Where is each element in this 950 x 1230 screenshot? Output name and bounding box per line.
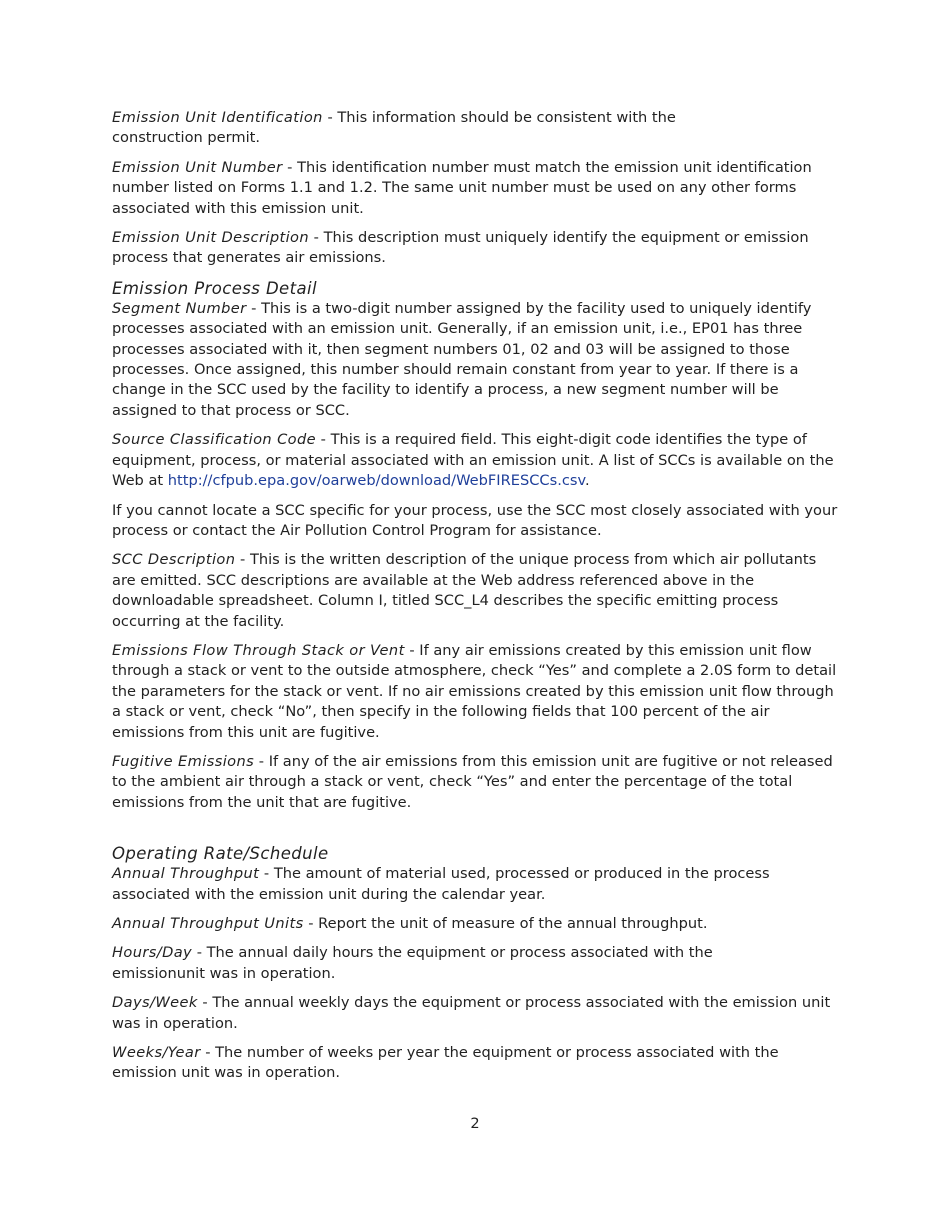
definition: This identification number must match the emission unit identification number listed on Forms 1.1 and 1.2. The same unit number must be used on any other forms associated with this emission unit. — [112, 158, 812, 217]
paragraph-hours-per-day: Hours/Day - The annual daily hours the equipment or process associated with the emissionunit was in operation. — [112, 944, 713, 982]
paragraph-annual-throughput: Annual Throughput - The amount of material used, processed or produced in the process associated with the emission unit during the calendar year. — [112, 865, 770, 903]
paragraph-emission-unit-number: Emission Unit Number - This identification number must match the emission unit identification number listed on Forms 1.1 and 1.2. The same unit number must be used on any other forms associated with this emission unit. — [112, 158, 812, 217]
definition: Report the unit of measure of the annual throughput. — [318, 915, 708, 932]
term: Segment Number — [112, 299, 247, 317]
spacer — [112, 822, 842, 843]
definition: If any air emissions created by this emission unit flow through a stack or vent to the outside atmosphere, check “Yes” and complete a 2.0S form to detail the parameters for the stack or vent. If no air emissions created by this emission unit flow through a stack or vent, check “No”, then specify in the following fields that 100 percent of the air emissions from this unit are fugitive. — [112, 641, 837, 741]
document-page — [112, 108, 842, 1093]
definition: This is the written description of the unique process from which air pollutants are emitted. SCC descriptions are available at the Web address referenced above in the downloadable spreadsheet. Column I, titled SCC_L4 describes the specific emitting process occurring at the facility. — [112, 551, 817, 630]
paragraph-days-per-week: Days/Week - The annual weekly days the equipment or process associated with the emission unit was in operation. — [112, 994, 831, 1032]
paragraph-scc-not-found: If you cannot locate a SCC specific for your process, use the SCC most closely associated with your process or contact the Air Pollution Control Program for assistance. — [112, 501, 838, 539]
definition: If any of the air emissions from this emission unit are fugitive or not released to the ambient air through a stack or vent, check “Yes” and enter the percentage of the total emissions from the unit that are fugitive. — [112, 752, 833, 811]
term: Source Classification Code — [112, 431, 317, 449]
paragraph-annual-throughput-units: Annual Throughput Units - Report the unit of measure of the annual throughput. — [112, 915, 708, 932]
paragraph-emission-unit-identification: Emission Unit Identification - This information should be consistent with the construction permit. — [112, 109, 676, 147]
term: Emission Unit Number — [112, 158, 283, 176]
term: Weeks/Year — [112, 1044, 201, 1062]
definition: The annual weekly days the equipment or process associated with the emission unit was in operation. — [112, 994, 831, 1032]
paragraph-weeks-per-year: Weeks/Year - The number of weeks per year the equipment or process associated with the emission unit was in operation. — [112, 1044, 779, 1082]
definition: The number of weeks per year the equipment or process associated with the emission unit was in operation. — [112, 1044, 779, 1082]
definition: The amount of material used, processed or produced in the process associated with the emission unit during the calendar year. — [112, 865, 770, 903]
paragraph-scc-description: SCC Description - This is the written description of the unique process from which air pollutants are emitted. SCC descriptions are available at the Web address referenced above in the downloadable spreadsheet. Column I, titled SCC_L4 describes the specific emitting process occurring at the facility. — [112, 551, 817, 630]
term: Hours/Day — [112, 944, 193, 962]
term: Fugitive Emissions — [112, 752, 255, 770]
paragraph-emission-unit-description: Emission Unit Description - This description must uniquely identify the equipment or emission process that generates air emissions. — [112, 229, 809, 267]
definition: This information should be consistent with the construction permit. — [112, 109, 676, 147]
paragraph-fugitive-emissions: Fugitive Emissions - If any of the air emissions from this emission unit are fugitive or not released to the ambient air through a stack or vent, check “Yes” and enter the percentage of the total emissions from the unit that are fugitive. — [112, 752, 833, 811]
paragraph-segment-number: Segment Number - This is a two-digit number assigned by the facility used to uniquely identify processes associated with an emission unit. Generally, if an emission unit, i.e., EP01 has three processes associated with it, then segment numbers 01, 02 and 03 will be assigned to those processes. Once assigned, this number should remain constant from year to year. If there is a change in the SCC used by the facility to identify a process, a new segment number will be assigned to that process or SCC. — [112, 299, 812, 419]
scc-list-link[interactable]: http://cfpub.epa.gov/oarweb/download/WebFIRESCCs.csv — [167, 472, 585, 490]
definition: The annual daily hours the equipment or process associated with the emissionunit was in operation. — [112, 944, 713, 982]
section-heading-emission-process-detail: Emission Process Detail — [112, 278, 317, 298]
section-heading-operating-rate-schedule: Operating Rate/Schedule — [112, 844, 329, 864]
term: Emission Unit Description — [112, 229, 310, 247]
definition: This is a two-digit number assigned by the facility used to uniquely identify processes associated with an emission unit. Generally, if an emission unit, i.e., EP01 has three processes associated with it, then segment numbers 01, 02 and 03 will be assigned to those processes. Once assigned, this number should remain constant from year to year. If there is a change in the SCC used by the facility to identify a process, a new segment number will be assigned to that process or SCC. — [112, 299, 812, 419]
term: Annual Throughput Units — [112, 915, 304, 932]
definition: This description must uniquely identify the equipment or emission process that generates air emissions. — [112, 229, 809, 267]
term: SCC Description — [112, 551, 236, 569]
paragraph-emissions-flow-through-stack: Emissions Flow Through Stack or Vent - If any air emissions created by this emission unit flow through a stack or vent to the outside atmosphere, check “Yes” and complete a 2.0S form to detail the parameters for the stack or vent. If no air emissions created by this emission unit flow through a stack or vent, check “No”, then specify in the following fields that 100 percent of the air emissions from this unit are fugitive. — [112, 641, 837, 741]
page-number: 2 — [470, 1115, 480, 1132]
term: Days/Week — [112, 994, 198, 1012]
term: Emission Unit Identification — [112, 109, 323, 126]
term: Emissions Flow Through Stack or Vent — [112, 641, 405, 659]
term: Annual Throughput — [112, 865, 260, 883]
paragraph-source-classification-code: Source Classification Code - This is a required field. This eight-digit code identifies the type of equipment, process, or material associated with an emission unit. A list of SCCs is available on the Web at http://cfpub.epa.gov/oarweb/download/WebFIRESCCs.csv. — [112, 431, 834, 490]
definition: This is a required field. This eight-digit code identifies the type of equipment, process, or material associated with an emission unit. A list of SCCs is available on the Web at — [112, 431, 834, 490]
